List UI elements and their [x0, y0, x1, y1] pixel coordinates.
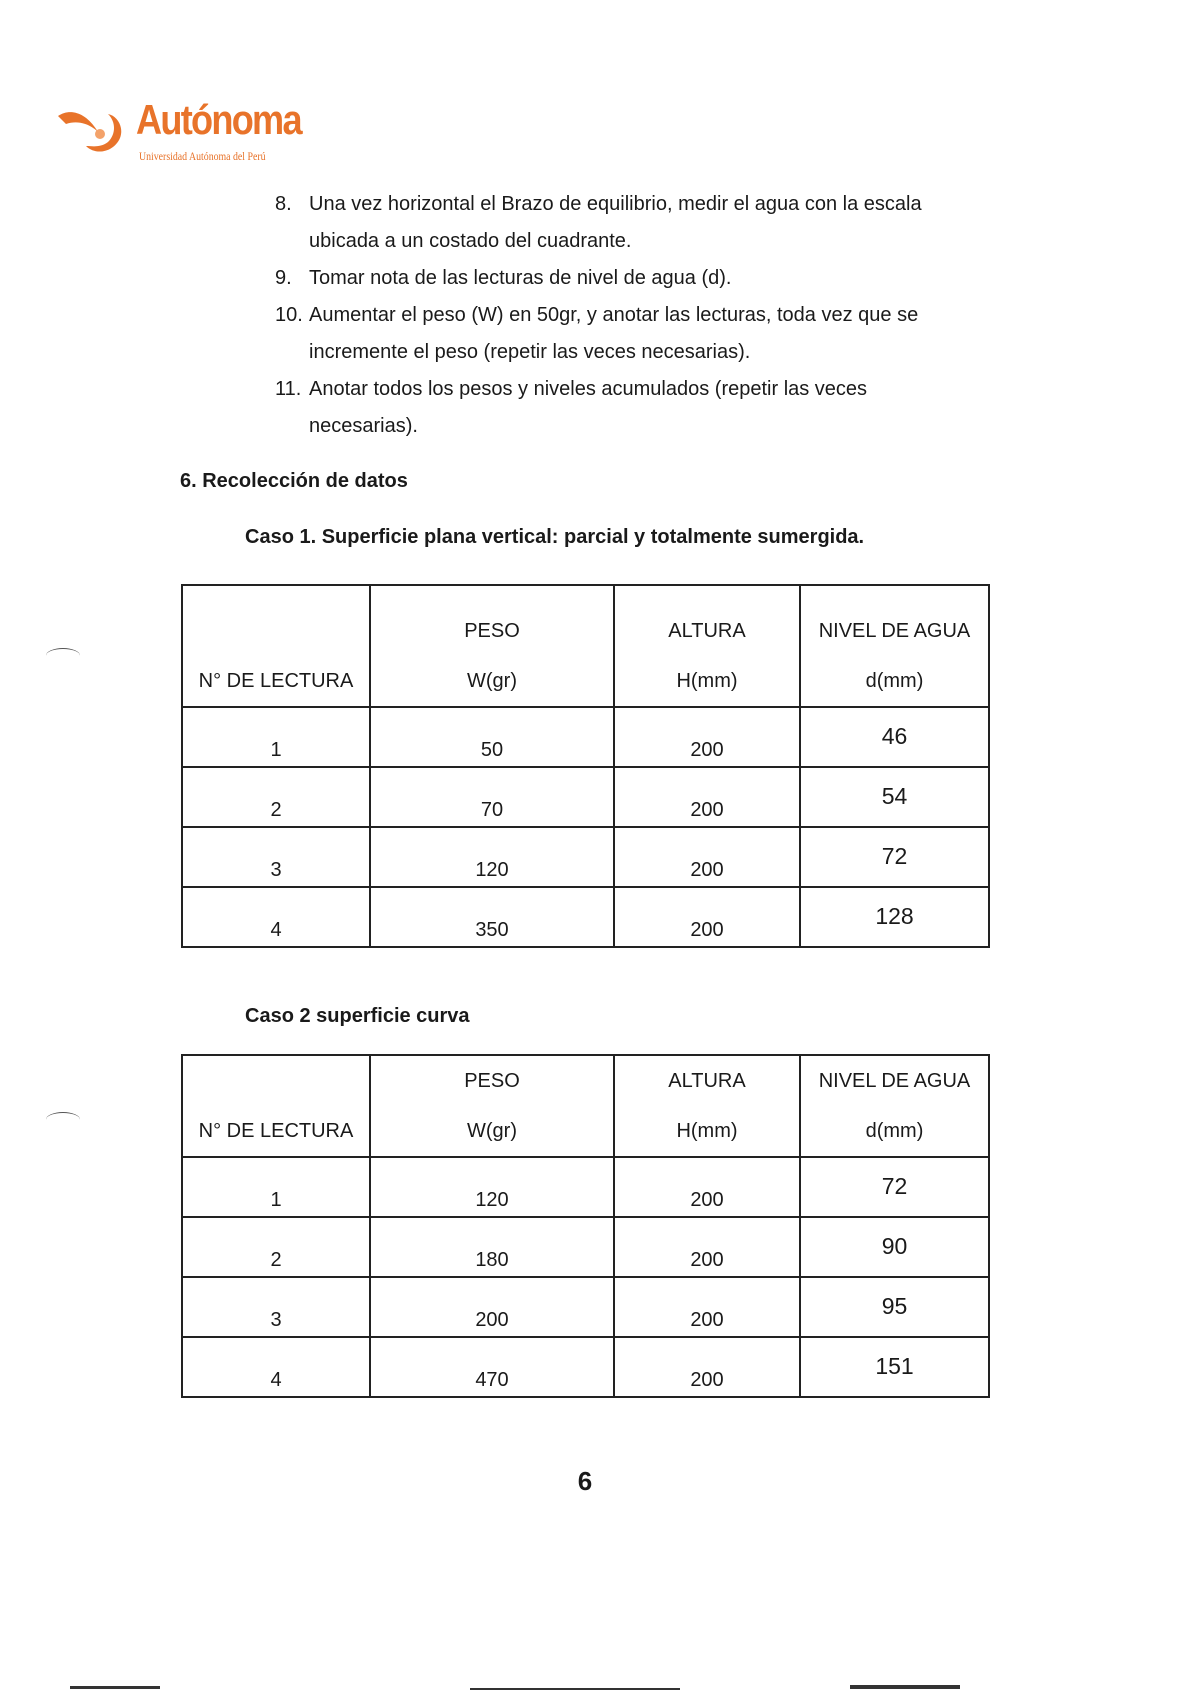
case1-table	[181, 584, 990, 948]
step-number: 8.	[275, 193, 292, 215]
table-cell: 3	[182, 1277, 370, 1337]
table-cell: 1	[182, 1157, 370, 1217]
university-logo	[56, 96, 316, 168]
procedure-steps	[275, 186, 975, 445]
column-header: N° DE LECTURA	[182, 1055, 370, 1157]
table-row	[182, 887, 989, 947]
step-number: 10.	[275, 304, 303, 326]
table-cell: 50	[370, 707, 614, 767]
step-number: 9.	[275, 267, 292, 289]
scan-line	[850, 1685, 960, 1689]
table-cell: 200	[614, 1337, 800, 1397]
table-cell: 3	[182, 827, 370, 887]
step-text: Aumentar el peso (W) en 50gr, y anotar las lecturas, toda vez que se incremente el peso (repetir las veces necesarias).	[309, 304, 919, 363]
table-row	[182, 1157, 989, 1217]
column-header: NIVEL DE AGUA d(mm)	[800, 1055, 989, 1157]
scan-line	[70, 1686, 160, 1689]
case1-title: Caso 1. Superficie plana vertical: parcial y totalmente sumergida.	[245, 526, 865, 548]
table-cell: 200	[614, 767, 800, 827]
table-cell: 70	[370, 767, 614, 827]
table-cell: 200	[614, 707, 800, 767]
column-header: PESO W(gr)	[370, 585, 614, 707]
table-cell: 1	[182, 707, 370, 767]
table-row	[182, 827, 989, 887]
table-cell: 350	[370, 887, 614, 947]
table-header-row	[182, 1055, 989, 1157]
table-cell: 180	[370, 1217, 614, 1277]
list-item	[275, 371, 975, 445]
table-cell: 200	[614, 1277, 800, 1337]
table-cell: 200	[614, 1217, 800, 1277]
table-cell: 4	[182, 887, 370, 947]
case2-table	[181, 1054, 990, 1398]
table-cell: 120	[370, 827, 614, 887]
table-cell: 90	[800, 1217, 989, 1277]
table-cell: 95	[800, 1277, 989, 1337]
step-text: Anotar todos los pesos y niveles acumulados (repetir las veces necesarias).	[309, 378, 868, 437]
column-header: NIVEL DE AGUA d(mm)	[800, 585, 989, 707]
table-cell: 4	[182, 1337, 370, 1397]
step-number: 11.	[275, 378, 302, 400]
table-cell: 200	[614, 1157, 800, 1217]
scan-line	[470, 1688, 680, 1690]
scan-mark	[46, 1112, 80, 1127]
list-item	[275, 186, 975, 260]
column-header: PESO W(gr)	[370, 1055, 614, 1157]
table-cell: 200	[614, 827, 800, 887]
table-cell: 72	[800, 1157, 989, 1217]
table-cell: 72	[800, 827, 989, 887]
column-header: N° DE LECTURA	[182, 585, 370, 707]
scan-mark	[46, 648, 80, 663]
table-cell: 54	[800, 767, 989, 827]
table-cell: 151	[800, 1337, 989, 1397]
table-header-row	[182, 585, 989, 707]
table-cell: 200	[614, 887, 800, 947]
table-row	[182, 1337, 989, 1397]
column-header: ALTURA H(mm)	[614, 1055, 800, 1157]
list-item	[275, 260, 975, 297]
section-title: 6. Recolección de datos	[180, 470, 408, 492]
column-header: ALTURA H(mm)	[614, 585, 800, 707]
logo-mark-icon	[56, 102, 132, 160]
table-cell: 120	[370, 1157, 614, 1217]
page-number: 6	[577, 1466, 593, 1496]
table-cell: 2	[182, 767, 370, 827]
table-cell: 470	[370, 1337, 614, 1397]
case2-title: Caso 2 superficie curva	[245, 1005, 470, 1027]
table-row	[182, 767, 989, 827]
step-text: Una vez horizontal el Brazo de equilibrio, medir el agua con la escala ubicada a un costado del cuadrante.	[309, 193, 922, 252]
table-cell: 200	[370, 1277, 614, 1337]
table-cell: 128	[800, 887, 989, 947]
logo-name: Autónoma	[136, 96, 301, 143]
logo-subtitle: Universidad Autónoma del Perú	[139, 149, 266, 163]
table-cell: 46	[800, 707, 989, 767]
table-cell: 2	[182, 1217, 370, 1277]
table-row	[182, 1277, 989, 1337]
step-text: Tomar nota de las lecturas de nivel de agua (d).	[309, 267, 732, 289]
list-item	[275, 297, 975, 371]
table-row	[182, 707, 989, 767]
table-row	[182, 1217, 989, 1277]
